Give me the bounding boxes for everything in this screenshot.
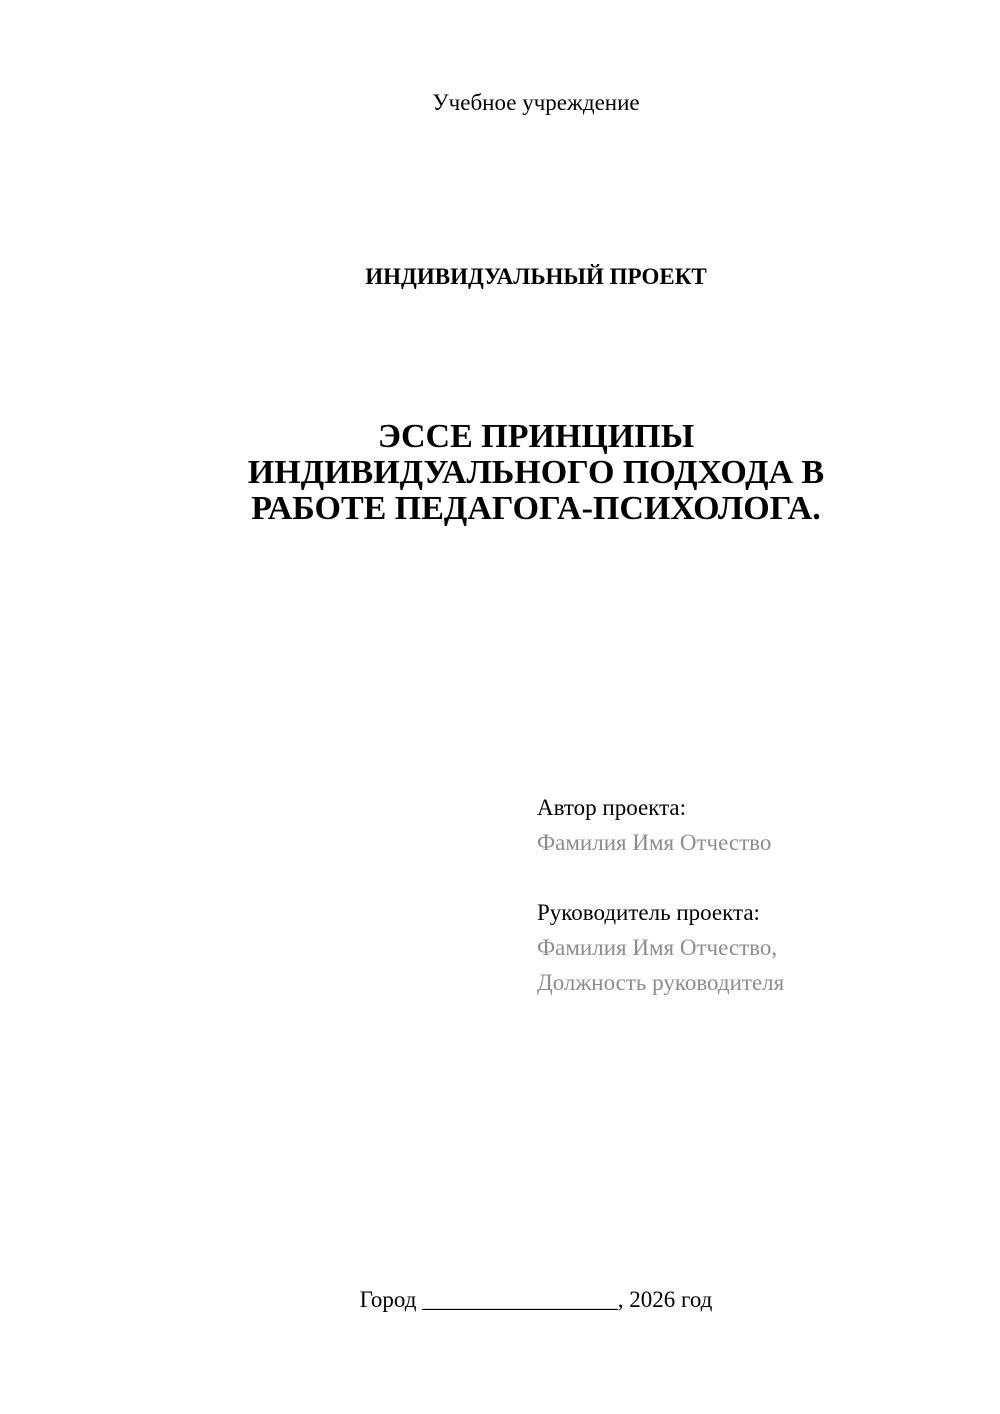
author-name-placeholder: Фамилия Имя Отчество [537,830,772,855]
project-type-heading: ИНДИВИДУАЛЬНЫЙ ПРОЕКТ [365,264,707,289]
credits-block [537,790,784,1000]
project-title-line-2: ИНДИВИДУАЛЬНОГО ПОДХОДА В [247,454,825,491]
supervisor-label: Руководитель проекта: [537,900,760,925]
year-text: , 2026 год [617,1287,713,1312]
supervisor-section [537,895,784,1000]
city-label: Город [359,1287,417,1312]
project-title [143,419,929,527]
supervisor-position-placeholder: Должность руководителя [537,970,785,995]
author-section [537,790,784,860]
footer-city-year [143,1282,929,1317]
project-title-line-3: РАБОТЕ ПЕДАГОГА-ПСИХОЛОГА. [251,490,821,527]
author-label: Автор проекта: [537,795,686,820]
supervisor-name-placeholder: Фамилия Имя Отчество, [537,935,778,960]
institution-name: Учебное учреждение [432,90,640,115]
city-blank-line: _________________ [422,1287,618,1312]
project-title-line-1: ЭССЕ ПРИНЦИПЫ [377,418,695,455]
